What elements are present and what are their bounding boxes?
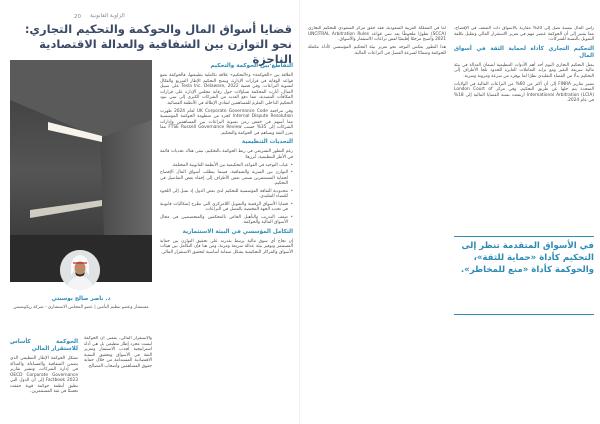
article-column-bottom-b [84, 336, 152, 420]
list-item: • التوازن بين السرية والشفافية، فبينما يتطلب أسواق المال الإفصاح لحماية المستثمرين تسعى بعض الأطراف إلى إخفاء بعض التفاصيل في التحكيم. [160, 170, 293, 187]
paragraph: العلاقة بين «الحوكمة» و«التحكيم» علاقة تكاملية بطبيعتها، فالحوكمة تضع قواعد الوقاية في قرارات الإدارة، ويمنح التحكيم الإطار السريع والفعّال لتسوية النزاعات. وفي قضية Tesla Inc. Delaware, 2022 على سبيل المثال، أثارت المحكمة تساؤلات حول رقابة مجلس الإدارة على قرارات المكافآت التنفيذية، مما دفع العديد من الشركات الكبرى إلى تبني بنود التحكيم الداخلي الملزم للمساهمين لتفادي الإطالة في الأنظمة القضائية. [160, 73, 293, 106]
paragraph: هذا التطور يعكس التوجه نحو تعزيز بيئة التحكيم المؤسسي كأداة مكملة للحوكمة وضمانًا لسرعة الفصل في النزاعات المالية. [308, 45, 446, 56]
heading-regulatory-challenges: التحديات التنظيمية [241, 139, 293, 145]
pull-quote-rule-top [454, 236, 594, 237]
author-name: د. ناصر صالح بوسبتي [51, 296, 111, 302]
paragraph: رأس المال بنسبة تصل إلى 20% مقارنة بالأسواق ذات الضعف في الإفصاح، مما يشير إلى أن الحوكمة عنصر مهم في تعزيز الاستقرار المالي وتقليل تكلفة التمويل بالنسبة للشركات. [454, 26, 594, 42]
article-title: قضايا أسواق المال والحوكمة والتحكيم التجاري: نحو التوازن بين الشفافية والعدالة الاقتصادية الناجزة [24, 22, 292, 66]
paragraph: تشكل الحوكمة الإطار التنظيمي الذي يضمن الشفافية والمساءلة والعدالة في إدارة الشركات، وتشير تقارير OECD Corporate Governance Factbook 2023 إلى أن الدول التي تطبق أنظمة حوكمة قوية حققت تحسنًا في ثقة المستثمرين. [10, 356, 78, 394]
running-head-section: الزاوية القانونية [90, 13, 125, 19]
paragraph: وفي مراجعة UK Corporate Governance Code لعام 2024 ظهرت Internal Dispute Resolution كجزء من منظومة الحوكمة المؤسسية مما أسهم في خفض زمن تسوية النزاعات بين المساهمين وإدارات الشركات إلى 35% حسب FTSE Russell Governance Review مما يعزز الثقة ويساهم في الحوكمة والتحكيم. [160, 108, 293, 136]
author-block [10, 250, 152, 330]
paragraph: أما في المملكة العربية السعودية، فقد حقق مركز السعودي للتحكيم التجاري (SCCA) تطورًا ملحوظًا بعد تبني قواعد UNCITRAL Arbitration Rules 2021 وأصبح مرجعًا إقليميًا لفض نزاعات الاستثمار والأسواق. [308, 26, 446, 42]
paragraph: تشير تقارير FINRA إلى أن أكثر من 60% من النزاعات المالية في الولايات المتحدة يتم حلها عن طريق التحكيم، وفي مركز London Court of International Arbitration (LCIA) ارتفعت نسبة القضايا المالية إلى 18% في عام 2024. [454, 81, 594, 103]
list-item: • قضايا الأسواق الرقمية والتمويل اللامركزي التي تطرح إشكاليات قانونية في تحديد الجهة المختصة بالفصل في النزاعات. [160, 202, 293, 213]
pull-quote: في الأسواق المتقدمة تنظر إلى التحكيم كأداة «حماية للثقة»، والحوكمة كأداة «منع للمخاطر». [460, 241, 594, 275]
article-column-middle [160, 60, 293, 420]
author-avatar [60, 250, 100, 290]
heading-governance-arbitration: التقاطع بين الحوكمة والتحكيم [210, 63, 293, 69]
list-intro: رغم التطور التشريعي في ربط الحوكمة بالتحكيم، تبقى هناك تحديات قائمة في الأطر التنظيمية، أبرزها: [160, 149, 293, 160]
list-item: • غياب التوحيد في القواعد التحكيمية بين الأنظمة القانونية المختلفة. [160, 163, 293, 169]
article-column-bottom-a [10, 336, 78, 420]
page-number-left: 20 [74, 14, 81, 20]
article-column-right-a [308, 26, 446, 420]
author-role: مستشار وعضو تنظيم التأمين | عضو المجلس الاستشاري - شركة ريكونسس [13, 305, 149, 310]
pull-quote-rule-bottom [454, 314, 594, 315]
heading-governance-foundation: الحوكمة كأساس للاستقرار المالي [10, 339, 78, 352]
right-page [300, 0, 600, 424]
list-item: • ضعف التدريب والتأهيل الخاص بالمحكمين والمتخصصين في مجال الأسواق المالية والحوكمة. [160, 215, 293, 226]
list-item: • محدودية الثقافة المؤسسية للتحكيم لدى بعض الدول إذ تميل إلى اللجوء للقضاء التقليدي. [160, 189, 293, 200]
paragraph: يمثل التحكيم التجاري اليوم أحد أهم الأدوات التنظيمية لضمان العدالة في بيئة مالية سريعة التغير ومع تزايد التعاملات العابرة للحدود تلجأ الأطراف إلى التحكيم بدلًا من القضاء التقليدي نظرًا لما يوفره من سرعة ومرونة وسرية. [454, 62, 594, 79]
heading-arbitration-trust: التحكيم التجاري كأداة لحماية الثقة في أسواق المال [454, 45, 594, 59]
paragraph: والاستقرار المالي، بمعنى أن الحوكمة ليست مجرد إطار تنظيمي بل هي أداة استراتيجية لجذب الاستثمار وتعزيز الثقة في الأسواق وتحقيق التنمية الاقتصادية المستدامة من خلال حماية حقوق المساهمين وأصحاب المصالح. [84, 336, 152, 369]
heading-institutional-integration: التكامل المؤسسي في البيئة الاستثمارية [182, 228, 293, 235]
architecture-photo [10, 60, 152, 282]
paragraph: إن نجاح أي سوق مالية يرتبط بقدرته على تحقيق التوازن بين حماية المستثمر وتوفير بيئة عدالة سريعة ومرنة، ومن هنا فإن التكامل بين هيئات الأسواق والمراكز التحكيمية يشكل ضمانة أساسية لتحقيق الاستقرار المالي. [160, 238, 293, 255]
